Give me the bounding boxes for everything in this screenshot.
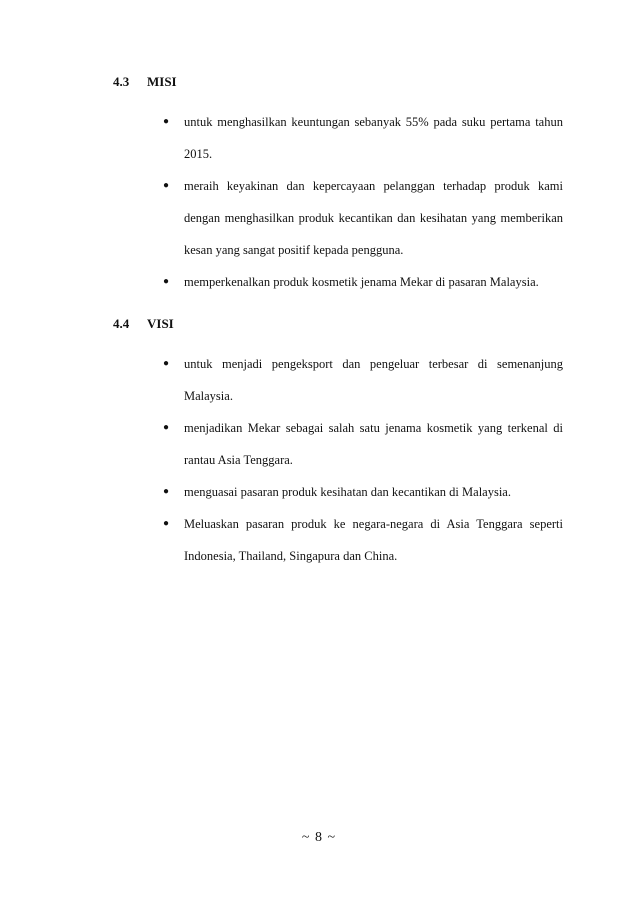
bullet-icon: ● <box>163 518 170 529</box>
section-heading-misi <box>113 74 563 90</box>
list-item <box>113 266 563 298</box>
section-title: MISI <box>147 74 177 89</box>
list-item <box>113 412 563 476</box>
list-item-text: Meluaskan pasaran produk ke negara-negara di Asia Tenggara seperti Indonesia, Thailand, Singapura dan China. <box>184 517 563 563</box>
list-item <box>113 508 563 572</box>
list-item <box>113 348 563 412</box>
section-visi <box>113 316 563 572</box>
list-item-text: untuk menjadi pengeksport dan pengeluar terbesar di semenanjung Malaysia. <box>184 357 563 403</box>
bullet-icon: ● <box>163 486 170 497</box>
section-number: 4.4 <box>113 316 130 331</box>
bullet-icon: ● <box>163 422 170 433</box>
section-number: 4.3 <box>113 74 130 89</box>
bullet-icon: ● <box>163 276 170 287</box>
section-misi <box>113 74 563 298</box>
section-heading-visi <box>113 316 563 332</box>
bullet-icon: ● <box>163 358 170 369</box>
list-item-text: meraih keyakinan dan kepercayaan pelanggan terhadap produk kami dengan menghasilkan produk kecantikan dan kesihatan yang memberikan kesan yang sangat positif kepada pengguna. <box>184 179 563 257</box>
list-item <box>113 170 563 266</box>
list-item-text: menjadikan Mekar sebagai salah satu jenama kosmetik yang terkenal di rantau Asia Tenggara. <box>184 421 563 467</box>
list-item-text: untuk menghasilkan keuntungan sebanyak 55% pada suku pertama tahun 2015. <box>184 115 563 161</box>
list-item-text: menguasai pasaran produk kesihatan dan kecantikan di Malaysia. <box>184 485 511 499</box>
bullet-icon: ● <box>163 116 170 127</box>
list-item <box>113 476 563 508</box>
bullet-icon: ● <box>163 180 170 191</box>
list-item-text: memperkenalkan produk kosmetik jenama Mekar di pasaran Malaysia. <box>184 275 539 289</box>
page-number: ~ 8 ~ <box>301 830 337 845</box>
section-title: VISI <box>147 316 174 331</box>
visi-bullet-list <box>113 348 563 572</box>
list-item <box>113 106 563 170</box>
misi-bullet-list <box>113 106 563 298</box>
